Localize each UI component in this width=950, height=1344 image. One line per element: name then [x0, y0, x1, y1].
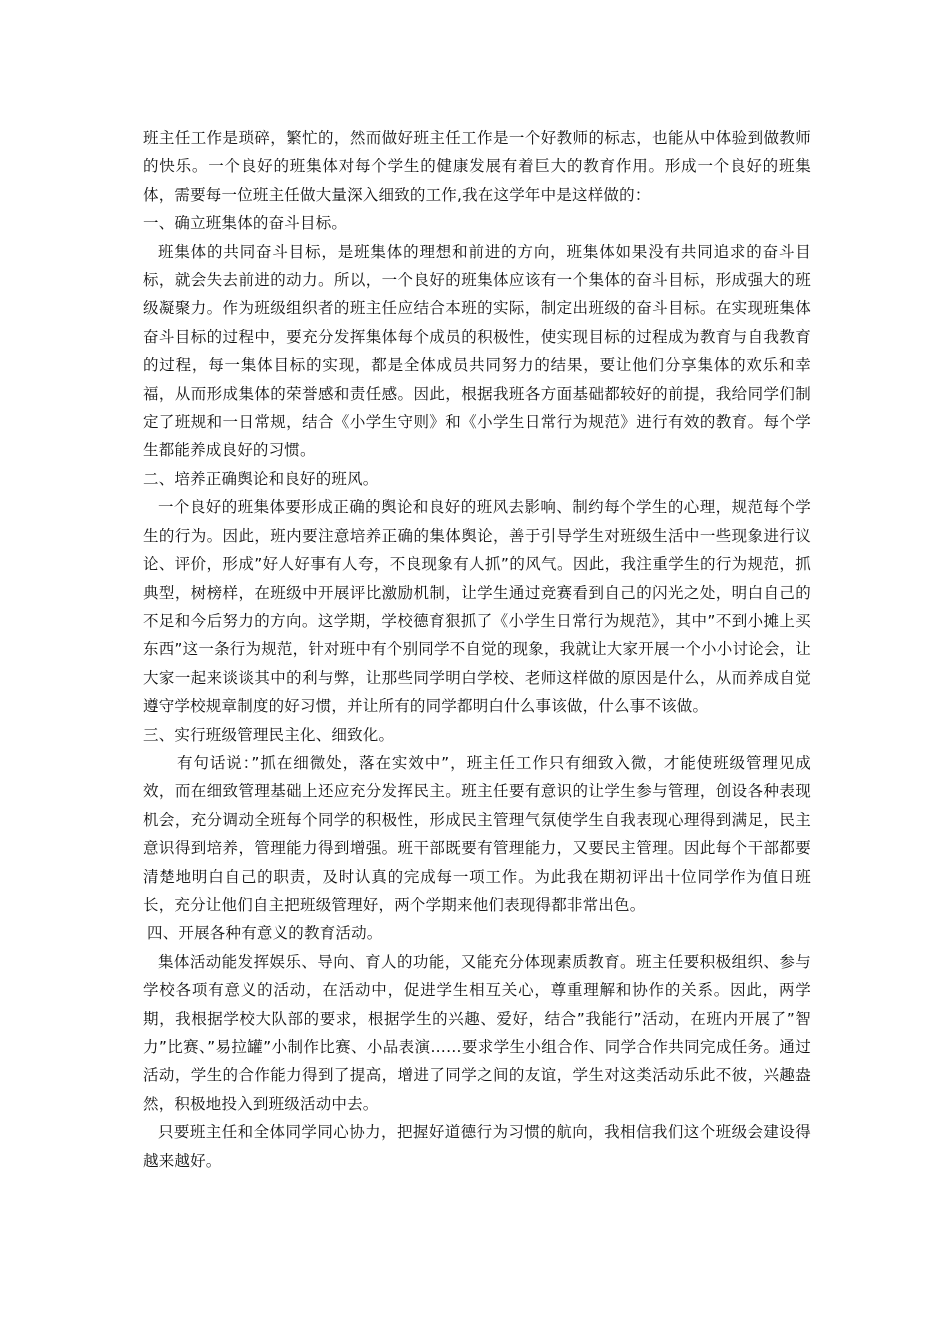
conclusion-paragraph: 只要班主任和全体同学同心协力，把握好道德行为习惯的航向，我相信我们这个班级会建设得越来越好。 [143, 1123, 811, 1170]
document-body [143, 124, 811, 1175]
section-heading-1: 一、确立班集体的奋斗目标。 [143, 214, 348, 233]
section-body-2: 一个良好的班集体要形成正确的舆论和良好的班风去影响、制约每个学生的心理，规范每个学生的行为。因此，班内要注意培养正确的集体舆论，善于引导学生对班级生活中一些现象进行议论、评价，形成”好人好事有人夸，不良现象有人抓”的风气。因此，我注重学生的行为规范，抓典型，树榜样，在班级中开展评比激励机制，让学生通过竞赛看到自己的闪光之处，明白自己的不足和今后努力的方向。这学期，学校德育狠抓了《小学生日常行为规范》，其中”不到小摊上买东西”这一条行为规范，针对班中有个别同学不自觉的现象，我就让大家开展一个小小讨论会，让大家一起来谈谈其中的利与弊，让那些同学明白学校、老师这样做的原因是什么，从而养成自觉遵守学校规章制度的好习惯，并让所有的同学都明白什么事该做，什么事不该做。 [143, 498, 811, 716]
section-body-1: 班集体的共同奋斗目标，是班集体的理想和前进的方向，班集体如果没有共同追求的奋斗目标，就会失去前进的动力。所以，一个良好的班集体应该有一个集体的奋斗目标，形成强大的班级凝聚力。作为班级组织者的班主任应结合本班的实际，制定出班级的奋斗目标。在实现班集体奋斗目标的过程中，要充分发挥集体每个成员的积极性，使实现目标的过程成为教育与自我教育的过程，每一集体目标的实现，都是全体成员共同努力的结果，要让他们分享集体的欢乐和幸福，从而形成集体的荣誉感和责任感。因此，根据我班各方面基础都较好的前提，我给同学们制定了班规和一日常规，结合《小学生守则》和《小学生日常行为规范》进行有效的教育。每个学生都能养成良好的习惯。 [143, 242, 811, 460]
section-heading-4: 四、开展各种有意义的教育活动。 [147, 924, 383, 943]
section-heading-3: 三、实行班级管理民主化、细致化。 [143, 725, 395, 744]
intro-paragraph: 班主任工作是琐碎，繁忙的，然而做好班主任工作是一个好教师的标志，也能从中体验到做教师的快乐。一个良好的班集体对每个学生的健康发展有着巨大的教育作用。形成一个良好的班集体，需要每一位班主任做大量深入细致的工作,我在这学年中是这样做的： [143, 129, 811, 204]
section-heading-2: 二、培养正确舆论和良好的班风。 [143, 469, 379, 488]
section-body-4: 集体活动能发挥娱乐、导向、育人的功能，又能充分体现素质教育。班主任要积极组织、参与学校各项有意义的活动，在活动中，促进学生相互关心，尊重理解和协作的关系。因此，两学期，我根据学校大队部的要求，根据学生的兴趣、爱好，结合”我能行”活动，在班内开展了”智力”比赛、”易拉罐”小制作比赛、小品表演……要求学生小组合作、同学合作共同完成任务。通过活动，学生的合作能力得到了提高，增进了同学之间的友谊，学生对这类活动乐此不彼，兴趣盎然，积极地投入到班级活动中去。 [143, 952, 811, 1113]
section-body-3: 有句话说：”抓在细微处，落在实效中”，班主任工作只有细致入微，才能使班级管理见成效，而在细致管理基础上还应充分发挥民主。班主任要有意识的让学生参与管理，创设各种表现机会，充分调动全班每个同学的积极性，形成民主管理气氛使学生自我表现心理得到满足，民主意识得到培养，管理能力得到增强。班干部既要有管理能力，又要民主管理。因此每个干部都要清楚地明白自己的职责，及时认真的完成每一项工作。为此我在期初评出十位同学作为值日班长，充分让他们自主把班级管理好，两个学期来他们表现得都非常出色。 [143, 753, 811, 914]
